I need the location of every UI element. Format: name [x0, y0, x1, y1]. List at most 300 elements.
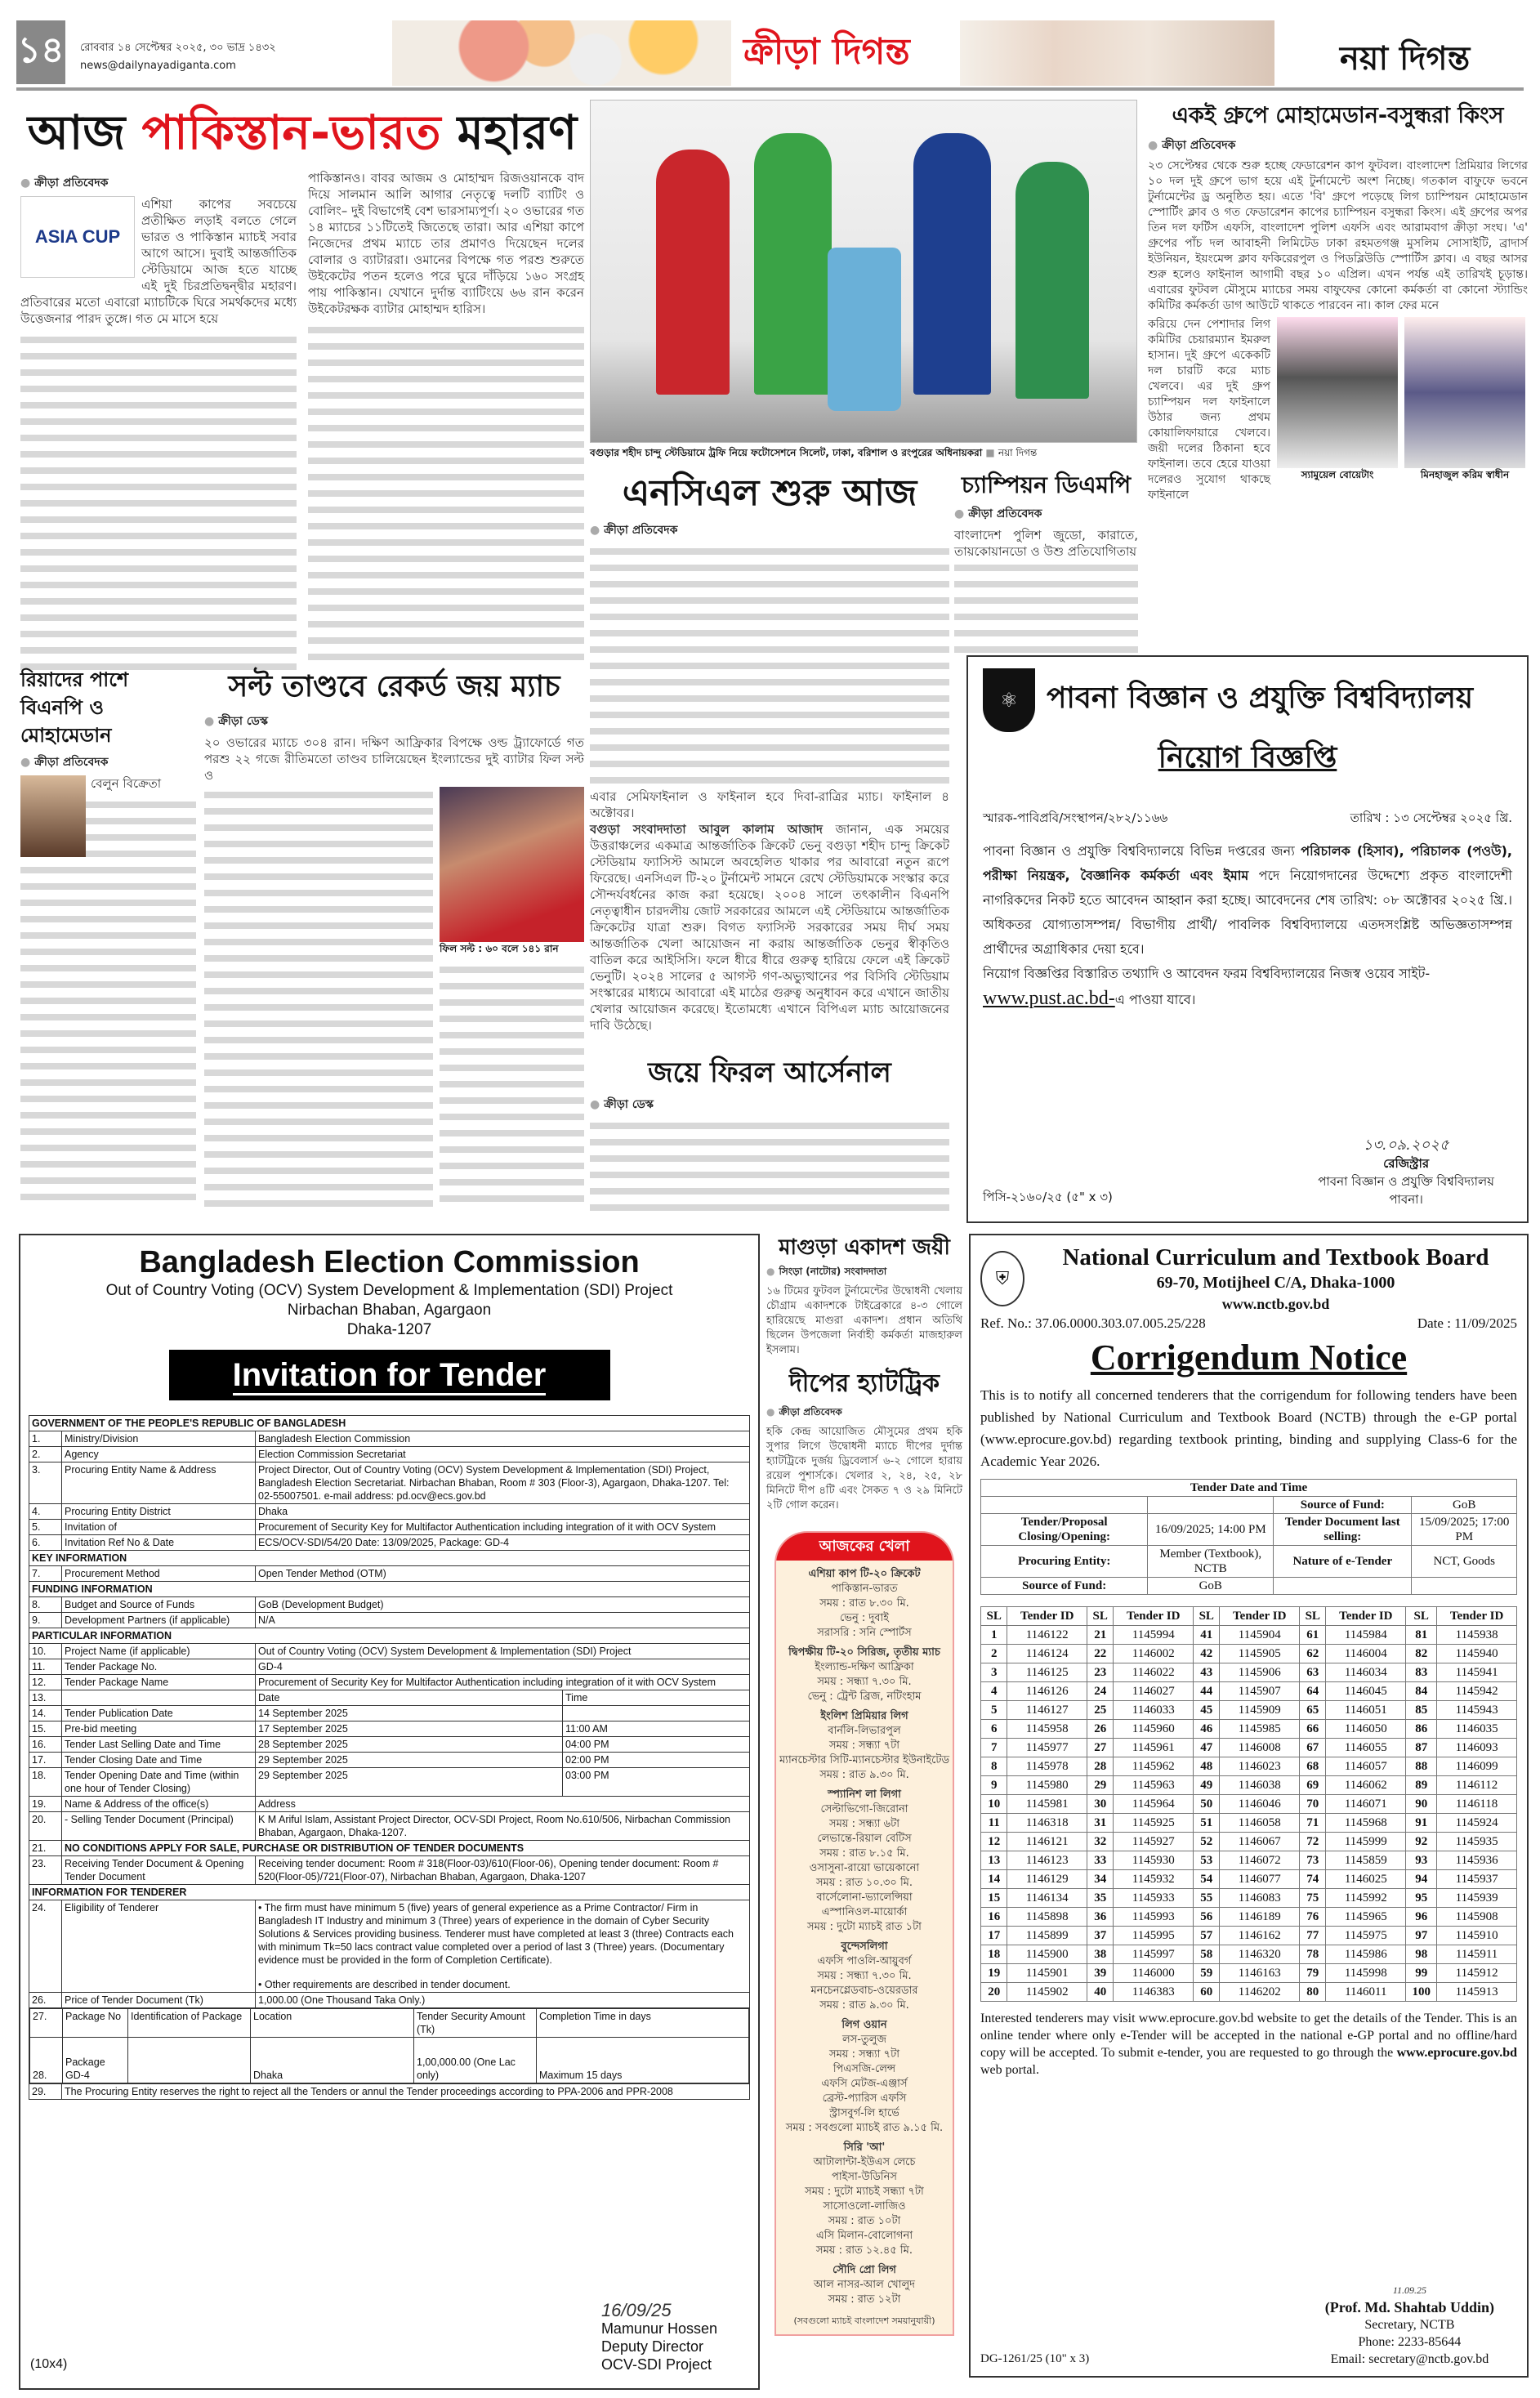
- row-label: Tender Package No.: [62, 1659, 256, 1675]
- game-category: বুন্দেসলিগা: [841, 1940, 888, 1953]
- tender-id: 1145962: [1114, 1757, 1194, 1776]
- game-detail: সময় : সন্ধ্যা ৭.৩০ মি.: [817, 1970, 912, 1982]
- tender-id: 1146383: [1114, 1983, 1194, 2002]
- table-row: [29, 1797, 750, 1812]
- player-figure: [656, 150, 730, 395]
- row-value: [256, 1535, 750, 1551]
- article-body: পাকিস্তানও। বাবর আজম ও মোহাম্মদ রিজওয়ানকে বাদ দিয়ে সালমান আলি আগার নেতৃত্বে দলটি ব্যাটিং ও বোলিং– দুই বিভাগেই বেশ ভারসাম্যপূর্ণ। ২০ ওভারের গত ১৪ ম্যাচের ১১টিতেই জিতেছে তারা। আর এশিয়া কাপে নিজেদের প্রথম ম্যাচে তার প্রমাণও দিয়েছেন দলের বোলার ও ব্যাটাররা। ওমানের বিপক্ষে গত পরশু শুরুতে উইকেটের পতন হলেও পরে ঘুরে দাঁড়িয়ে ১৬০ সংগ্রহ পায় পাকিস্তান। যেখানে দুর্দান্ত ব্যাটিংয়ে ৬৬ রান করেন উইকেটরক্ষক ব্যাটার মোহাম্মদ হারিস।: [308, 171, 584, 316]
- tender-id: 1145978: [1007, 1757, 1087, 1776]
- row-number: 20.: [29, 1812, 62, 1841]
- table-header-row: [981, 1607, 1517, 1626]
- cell: Member (Textbook), NCTB: [1148, 1546, 1274, 1578]
- table-row: [30, 2009, 749, 2038]
- game-detail: ওসাসুনা-রায়ো ভায়েকানো: [809, 1862, 920, 1874]
- value-text: Dhaka: [258, 1506, 288, 1517]
- table-row: [29, 1628, 750, 1644]
- ad-date: Date : 11/09/2025: [1417, 1315, 1517, 1331]
- tender-id: 1145981: [1007, 1795, 1087, 1814]
- serial-number: 52: [1194, 1833, 1220, 1851]
- value-text: GD-4: [258, 1661, 283, 1672]
- game-detail: সময় : সন্ধ্যা ৭টা: [829, 2048, 899, 2061]
- row-time: 03:00 PM: [563, 1768, 750, 1797]
- tender-id: 1145942: [1437, 1682, 1517, 1701]
- table-row: [981, 1682, 1517, 1701]
- cell-identification: Identification of Package: [128, 2009, 251, 2038]
- signature-block: [1325, 2282, 1494, 2368]
- game-detail: লেভান্তে-রিয়াল বেটিস: [817, 1833, 912, 1845]
- row-number: 6.: [29, 1535, 62, 1551]
- article-text-continued: [20, 332, 297, 675]
- photo-caption: মিনহাজুল করিম স্বাধীন: [1420, 469, 1510, 480]
- serial-number: 79: [1300, 1964, 1326, 1983]
- row-time: 11:00 AM: [563, 1721, 750, 1737]
- serial-number: 53: [1194, 1851, 1220, 1870]
- article-body: বেলুন বিক্রেতা: [91, 776, 162, 791]
- games-footer-note: (সবগুলো ম্যাচই বাংলাদেশ সময়ানুযায়ী): [793, 2315, 935, 2326]
- cell: NCT, Goods: [1412, 1546, 1517, 1578]
- ad-subtitle: নিয়োগ বিজ্ঞপ্তি: [1158, 741, 1337, 775]
- serial-number: 30: [1087, 1795, 1114, 1814]
- cell: GoB: [1148, 1578, 1274, 1595]
- tender-id: 1145925: [1114, 1814, 1194, 1833]
- table-row: [30, 2038, 749, 2083]
- tender-id: 1146045: [1326, 1682, 1406, 1701]
- tender-id: 1146112: [1437, 1776, 1517, 1795]
- website-link[interactable]: www.nctb.gov.bd: [1221, 1296, 1330, 1312]
- tender-id: 1146129: [1007, 1870, 1087, 1889]
- tender-id: 1145986: [1326, 1945, 1406, 1964]
- todays-games-title: আজকের খেলা: [776, 1533, 953, 1561]
- captains-trophy-photo: [590, 100, 1137, 443]
- serial-number: 31: [1087, 1814, 1114, 1833]
- tender-id: 1146058: [1220, 1814, 1300, 1833]
- row-number: 21.: [29, 1841, 62, 1856]
- serial-number: 77: [1300, 1927, 1326, 1945]
- row-label: Ministry/Division: [62, 1431, 256, 1447]
- signer-title: Deputy Director: [600, 2338, 703, 2355]
- value-text: Procurement of Security Key for Multifactor Authentication including integration of it with OCV System: [258, 1521, 716, 1533]
- serial-number: 29: [1087, 1776, 1114, 1795]
- article-headline: সল্ট তাণ্ডবে রেকর্ড জয় ম্যাচ: [228, 670, 560, 703]
- serial-number: 36: [1087, 1908, 1114, 1927]
- serial-number: 20: [981, 1983, 1007, 2002]
- table-row: [981, 1776, 1517, 1795]
- value-text: Open Tender Method (OTM): [258, 1568, 386, 1579]
- game-detail: আল নাসর-আল খোলুদ: [813, 2279, 916, 2291]
- row-value: [256, 1520, 750, 1535]
- table-row: [29, 1675, 750, 1690]
- serial-number: 71: [1300, 1814, 1326, 1833]
- column-header-tender-id: Tender ID: [1007, 1607, 1087, 1626]
- table-row: [29, 1812, 750, 1841]
- game-detail: সময় : সন্ধ্যা ৬টা: [829, 1818, 899, 1830]
- tender-id: 1145977: [1007, 1739, 1087, 1757]
- game-detail: সময় : রাত ৮.১৫ মি.: [819, 1847, 909, 1860]
- serial-number: 8: [981, 1757, 1007, 1776]
- byline: ● ক্রীড়া প্রতিবেদক: [20, 173, 297, 193]
- table-row: [29, 1582, 750, 1597]
- tender-id: 1145963: [1114, 1776, 1194, 1795]
- row-label: Budget and Source of Funds: [62, 1597, 256, 1613]
- serial-number: 72: [1300, 1833, 1326, 1851]
- tender-id: 1145904: [1220, 1626, 1300, 1645]
- tender-id: 1145997: [1114, 1945, 1194, 1964]
- tender-id: 1146027: [1114, 1682, 1194, 1701]
- table-row: [29, 1721, 750, 1737]
- serial-number: 51: [1194, 1814, 1220, 1833]
- serial-number: 7: [981, 1739, 1007, 1757]
- tender-id: 1146127: [1007, 1701, 1087, 1720]
- signer-org: পাবনা বিজ্ঞান ও প্রযুক্তি বিশ্ববিদ্যালয়: [1318, 1174, 1494, 1189]
- serial-number: 83: [1406, 1663, 1437, 1682]
- serial-number: 55: [1194, 1889, 1220, 1908]
- table-row: [29, 1753, 750, 1768]
- serial-number: 1: [981, 1626, 1007, 1645]
- signature: 16/09/25: [600, 2300, 672, 2320]
- table-row: [981, 1739, 1517, 1757]
- serial-number: 78: [1300, 1945, 1326, 1964]
- game-detail: সময় : দুটো ম্যাচই রাত ১টা: [807, 1921, 922, 1933]
- game-detail: ইংল্যান্ড-দক্ষিণ আফ্রিকা: [815, 1661, 914, 1673]
- tender-id: 1145911: [1437, 1945, 1517, 1964]
- pust-recruitment-ad: [966, 655, 1529, 1223]
- table-row: [981, 1870, 1517, 1889]
- tender-id: 1145905: [1220, 1645, 1300, 1663]
- row-label: Tender Publication Date: [62, 1706, 256, 1721]
- serial-number: 99: [1406, 1964, 1437, 1983]
- game-category: স্প্যানিশ লা লিগা: [828, 1788, 901, 1801]
- game-detail: সময় : রাত ৯.৩০ মি.: [819, 1999, 909, 2012]
- cell-completion: Maximum 15 days: [537, 2038, 749, 2083]
- tender-id: 1146023: [1220, 1757, 1300, 1776]
- tender-id: 1146189: [1220, 1908, 1300, 1927]
- cell-location: Location: [251, 2009, 414, 2038]
- signer-email[interactable]: Email: secretary@nctb.gov.bd: [1330, 2352, 1489, 2366]
- tender-id: 1145935: [1437, 1833, 1517, 1851]
- value-text: 1,000.00 (One Thousand Taka Only.): [258, 1994, 426, 2006]
- serial-number: 63: [1300, 1663, 1326, 1682]
- table-row: [981, 1795, 1517, 1814]
- ad-body: নিয়োগ বিজ্ঞপ্তির বিস্তারিত তথ্যাদি ও আবেদন ফরম বিশ্ববিদ্যালয়ের নিজস্ব ওয়েব সাইট- www.pust.ac.bd-এ পাওয়া যাবে।: [983, 966, 1431, 1009]
- table-row: [981, 1851, 1517, 1870]
- serial-number: 98: [1406, 1945, 1437, 1964]
- row-value: [256, 1675, 750, 1690]
- newspaper-logo: নয়া দিগন্ত: [1340, 40, 1471, 78]
- game-detail: সময় : রাত ৯.৩০ মি.: [819, 1769, 909, 1781]
- table-row: [29, 1659, 750, 1675]
- serial-number: 54: [1194, 1870, 1220, 1889]
- tender-id: 1146051: [1326, 1701, 1406, 1720]
- serial-number: 9: [981, 1776, 1007, 1795]
- row-value: [256, 1431, 750, 1447]
- article-text-continued: [954, 560, 1138, 658]
- row-number: 14.: [29, 1706, 62, 1721]
- ad-org: Bangladesh Election Commission: [139, 1245, 640, 1279]
- tender-id-table: [980, 1606, 1517, 2002]
- game-detail: সময় : সবগুলো ম্যাচই রাত ৯.১৫ মি.: [785, 2122, 944, 2134]
- tender-id: 1145906: [1220, 1663, 1300, 1682]
- serial-number: 57: [1194, 1927, 1220, 1945]
- byline: ● সিংড়া (নাটোর) সংবাদদাতা: [766, 1265, 962, 1281]
- row-label: Development Partners (if applicable): [62, 1613, 256, 1628]
- serial-number: 80: [1300, 1983, 1326, 2002]
- row-label: Price of Tender Document (Tk): [62, 1993, 256, 2008]
- section-title: ক্রীড়া দিগন্ত: [743, 31, 910, 73]
- section-header: KEY INFORMATION: [29, 1551, 750, 1566]
- player-figure: [1016, 162, 1089, 399]
- player-photo: [1404, 317, 1525, 468]
- column-header-tender-id: Tender ID: [1114, 1607, 1194, 1626]
- table-row: [981, 1720, 1517, 1739]
- cell-package_no: Package No: [63, 2009, 128, 2038]
- tender-id: 1145958: [1007, 1720, 1087, 1739]
- serial-number: 12: [981, 1833, 1007, 1851]
- serial-number: 41: [1194, 1626, 1220, 1645]
- game-detail: স্ট্রাসবুর্গ-লি হার্ভে: [829, 2107, 899, 2119]
- article-body: ১৬ টিমের ফুটবল টুর্নামেন্টের উদ্বোধনী খেলায় চৌগ্রাম একাদশকে টাইব্রেকারে ৪-৩ গোলে হারিয়েছে মাগুরা একাদশ। প্রধান অতিথি ছিলেন উপজেলা নির্বাহী কর্মকর্তা মাজহারুল ইসলাম।: [766, 1285, 962, 1356]
- tender-id: 1146067: [1220, 1833, 1300, 1851]
- article-headline: রিয়াদের পাশে বিএনপি ও মোহামেডান: [20, 668, 129, 747]
- column-header-sl: SL: [1087, 1607, 1114, 1626]
- tender-id: 1145924: [1437, 1814, 1517, 1833]
- cell: Tender/Proposal Closing/Opening:: [981, 1514, 1148, 1546]
- tender-id: 1145900: [1007, 1945, 1087, 1964]
- tender-id: 1145939: [1437, 1889, 1517, 1908]
- package-header-row: [29, 2008, 750, 2084]
- table-row: [981, 1757, 1517, 1776]
- signer-name: Mamunur Hossen: [600, 2320, 717, 2337]
- tender-id: 1145985: [1220, 1720, 1300, 1739]
- sports-balls-image: [392, 20, 731, 86]
- table-row: [981, 1889, 1517, 1908]
- row-value: [256, 1812, 750, 1841]
- row-label: Pre-bid meeting: [62, 1721, 256, 1737]
- ad-title: পাবনা বিজ্ঞান ও প্রযুক্তি বিশ্ববিদ্যালয়: [1047, 681, 1474, 715]
- player-figure: [913, 133, 991, 395]
- game-category: এশিয়া কাপ টি-২০ ক্রিকেট: [808, 1568, 921, 1580]
- nctb-seal-icon: ⛨: [980, 1251, 1024, 1306]
- game-detail: সাসোওলো-লাজিও: [823, 2200, 906, 2213]
- row-label: Procuring Entity Name & Address: [62, 1462, 256, 1504]
- table-row: [29, 1644, 750, 1659]
- byline: ● ক্রীড়া প্রতিবেদক: [766, 1405, 962, 1422]
- serial-number: 45: [1194, 1701, 1220, 1720]
- game-detail: এফসি মেটজ-এঞ্জার্স: [821, 2078, 908, 2090]
- serial-number: 39: [1087, 1964, 1114, 1983]
- table-row: [981, 1908, 1517, 1927]
- middle-column: [766, 1234, 962, 2336]
- value-text: K M Ariful Islam, Assistant Project Director, OCV-SDI Project, Room No.610/506, Nirbachan Commission Bhaban, Agargaon, Dhaka-1207.: [258, 1814, 730, 1838]
- serial-number: 66: [1300, 1720, 1326, 1739]
- serial-number: 22: [1087, 1645, 1114, 1663]
- game-detail: পিএসজি-লেন্স: [832, 2063, 896, 2075]
- serial-number: 88: [1406, 1757, 1437, 1776]
- signer-org: OCV-SDI Project: [600, 2356, 712, 2373]
- serial-number: 49: [1194, 1776, 1220, 1795]
- tender-id: 1146123: [1007, 1851, 1087, 1870]
- riyad-photo: [20, 775, 86, 857]
- tender-id: 1145943: [1437, 1701, 1517, 1720]
- column-header-sl: SL: [1194, 1607, 1220, 1626]
- game-detail: সরাসরি : সনি স্পোর্টস: [817, 1627, 912, 1639]
- table-row: [29, 1841, 750, 1856]
- serial-number: 43: [1194, 1663, 1220, 1682]
- row-label: Eligibility of Tenderer: [62, 1900, 256, 1993]
- federation-cup-article: [1148, 100, 1528, 651]
- phil-salt-photo: [440, 787, 584, 942]
- cell: Nature of e-Tender: [1274, 1546, 1412, 1578]
- cell: 15/09/2025; 17:00 PM: [1412, 1514, 1517, 1546]
- table-row: [29, 1856, 750, 1885]
- tender-id: 1146320: [1220, 1945, 1300, 1964]
- table-row: [981, 1927, 1517, 1945]
- serial-number: 47: [1194, 1739, 1220, 1757]
- ad-code: পিসি-২১৬০/২৫ (৫" x ৩): [983, 1190, 1113, 1204]
- table-row: [29, 1416, 750, 1431]
- serial-number: 74: [1300, 1870, 1326, 1889]
- row-number: 18.: [29, 1768, 62, 1797]
- game-category: দ্বিপক্ষীয় টি-২০ সিরিজ, তৃতীয় ম্যাচ: [788, 1646, 940, 1659]
- cell-security: Tender Security Amount (Tk): [414, 2009, 537, 2038]
- tender-id: 1145907: [1220, 1682, 1300, 1701]
- article-headline: একই গ্রুপে মোহামেডান-বসুন্ধরা কিংস: [1172, 103, 1504, 128]
- article-body: ২৩ সেপ্টেম্বর থেকে শুরু হচ্ছে ফেডারেশন কাপ ফুটবল। বাংলাদেশ প্রিমিয়ার লিগের ১০ দল দুই গ্রুপে ভাগ হয়ে এই টুর্নামেন্টে অংশ নিচ্ছে। গতকাল বাফুফে ভবনে টুর্নামেন্টের ড্র অনুষ্ঠিত হয়। এতে 'বি' গ্রুপে পড়েছে লিগ চ্যাম্পিয়ন মোহামেডান স্পোর্টিং ক্লাব ও গত ফেডারেশন কাপের চ্যাম্পিয়ন বসুন্ধরা কিংস। এই গ্রুপের অপর তিন দল ফর্টিস এফসি, বাংলাদেশ পুলিশ এফসি এবং আরামবাগ ক্রীড়া সংঘ। 'এ' গ্রুপের পাঁচ দল আবাহনী লিমিটেড ঢাকা রহমতগঞ্জ মুসলিম সোসাইটি, ব্রাদার্স ইউনিয়ন, ইয়ংমেন্স ক্লাব ফকিরেরপুল ও পিডব্লিউডি স্পোর্টিস ক্লাব। এ বছর আসর শুরু হলেও ফাইনাল আগামী বছর ১০ এপ্রিল। এখন পর্যন্ত এই তারিখই চূড়ান্ত। এবারের ফুটবল মৌসুমে ম্যাচের সময় বাফুফের কোনো কর্মকর্তা বা কোনো স্ট্যান্ডিং কমিটির কর্মকর্তা ডাগ আউটে থাকতে পারবেন না। কাল ফের মনে: [1148, 159, 1528, 312]
- tender-id: 1146202: [1220, 1983, 1300, 2002]
- game-detail: সময় : সন্ধ্যা ৭টা: [829, 1739, 899, 1752]
- table-row: [29, 1885, 750, 1900]
- value-text: ECS/OCV-SDI/54/20 Date: 13/09/2025, Package: GD-4: [258, 1537, 510, 1548]
- asia-cup-logo: ASIA CUP: [20, 196, 135, 278]
- value-text: Out of Country Voting (OCV) System Development & Implementation (SDI) Project: [258, 1646, 632, 1657]
- tender-id: 1145968: [1326, 1814, 1406, 1833]
- signature: ১৩.০৯.২০২৫: [1363, 1136, 1449, 1154]
- row-value: [256, 1462, 750, 1504]
- tender-id: 1145993: [1114, 1908, 1194, 1927]
- serial-number: 2: [981, 1645, 1007, 1663]
- row-number: 5.: [29, 1520, 62, 1535]
- tender-id: 1145961: [1114, 1739, 1194, 1757]
- ad-org: National Curriculum and Textbook Board: [1062, 1244, 1489, 1270]
- tender-id: 1146099: [1437, 1757, 1517, 1776]
- tender-id: 1145965: [1326, 1908, 1406, 1927]
- tender-id: 1145898: [1007, 1908, 1087, 1927]
- game-detail: সময় : রাত ১২টা: [828, 2293, 901, 2306]
- row-time: 04:00 PM: [563, 1737, 750, 1753]
- ad-code: DG-1261/25 (10" x 3): [980, 2352, 1090, 2365]
- article-text-continued: [440, 962, 584, 1207]
- serial-number: 48: [1194, 1757, 1220, 1776]
- row-value: [256, 1659, 750, 1675]
- section-header: GOVERNMENT OF THE PEOPLE'S REPUBLIC OF BANGLADESH: [29, 1416, 750, 1431]
- cell-package_no: Package GD-4: [63, 2038, 128, 2083]
- article-body: ২০ ওভারের ম্যাচে ৩০৪ রান। দক্ষিণ আফ্রিকার বিপক্ষে ওল্ড ট্র্যাফোর্ডে গত পরশু ২২ গজে রীতিমতো তাণ্ডব চালিয়েছেন ইংল্যান্ডের দুই ব্যাটার ফিল সল্ট ও: [204, 735, 584, 783]
- table-row: [981, 1701, 1517, 1720]
- column-header-sl: SL: [1406, 1607, 1437, 1626]
- serial-number: 23: [1087, 1663, 1114, 1682]
- article-body: বাংলাদেশ পুলিশ জুডো, কারাতে, তায়কোয়ানডো ও উশু প্রতিযোগিতায়: [954, 528, 1138, 559]
- row-number: 11.: [29, 1659, 62, 1675]
- page-number: ১৪: [16, 20, 65, 84]
- serial-number: 5: [981, 1701, 1007, 1720]
- row-label: Tender Package Name: [62, 1675, 256, 1690]
- table-row: [29, 1462, 750, 1504]
- tender-id: 1145910: [1437, 1927, 1517, 1945]
- column-header-tender-id: Tender ID: [1326, 1607, 1406, 1626]
- row-label: Name & Address of the office(s): [62, 1797, 256, 1812]
- tender-id: 1145992: [1326, 1889, 1406, 1908]
- memo-number: স্মারক-পাবিপ্রবি/সংস্থাপন/২৮২/১১৬৬: [983, 810, 1168, 825]
- arsenal-article: [590, 1054, 949, 1221]
- serial-number: 32: [1087, 1833, 1114, 1851]
- website-link[interactable]: www.pust.ac.bd-: [983, 988, 1115, 1009]
- serial-number: 4: [981, 1682, 1007, 1701]
- cell-location: Dhaka: [251, 2038, 414, 2083]
- row-number: 8.: [29, 1597, 62, 1613]
- row-number: 12.: [29, 1675, 62, 1690]
- serial-number: 13: [981, 1851, 1007, 1870]
- game-detail: সময় : সন্ধ্যা ৭.৩০ মি.: [817, 1676, 912, 1688]
- serial-number: 61: [1300, 1626, 1326, 1645]
- row-number: 16.: [29, 1737, 62, 1753]
- ec-tender-ad: [19, 1234, 760, 2390]
- row-label: Procurement Method: [62, 1566, 256, 1582]
- column-header-tender-id: Tender ID: [1220, 1607, 1300, 1626]
- contact-email[interactable]: news@dailynayadiganta.com: [80, 60, 236, 72]
- serial-number: 64: [1300, 1682, 1326, 1701]
- serial-number: 86: [1406, 1720, 1437, 1739]
- cell-no: 27.: [30, 2009, 63, 2038]
- salt-article: [204, 666, 584, 1221]
- tender-id: 1145984: [1326, 1626, 1406, 1645]
- tender-id: 1145908: [1437, 1908, 1517, 1927]
- row-number: 3.: [29, 1462, 62, 1504]
- photo-caption: স্যামুয়েল বোয়েটাং: [1301, 469, 1374, 480]
- row-label: Agency: [62, 1447, 256, 1462]
- game-detail: লস-তুলুজ: [841, 2034, 887, 2046]
- serial-number: 65: [1300, 1701, 1326, 1720]
- game-detail: সময় : রাত ১০টা: [828, 2215, 901, 2227]
- serial-number: 100: [1406, 1983, 1437, 2002]
- table-row: [29, 1597, 750, 1613]
- serial-number: 60: [1194, 1983, 1220, 2002]
- ad-title: Corrigendum Notice: [1090, 1337, 1408, 1378]
- value-text: Procurement of Security Key for Multifactor Authentication including integration of it with OCV System: [258, 1677, 716, 1688]
- serial-number: 62: [1300, 1645, 1326, 1663]
- row-label: Tender Last Selling Date and Time: [62, 1737, 256, 1753]
- serial-number: 97: [1406, 1927, 1437, 1945]
- game-detail: সময় : দুটো ম্যাচই সন্ধ্যা ৭টা: [805, 2186, 924, 2198]
- serial-number: 11: [981, 1814, 1007, 1833]
- section-header: FUNDING INFORMATION: [29, 1582, 750, 1597]
- table-row: [29, 2084, 750, 2100]
- tender-id: 1145901: [1007, 1964, 1087, 1983]
- serial-number: 25: [1087, 1701, 1114, 1720]
- serial-number: 84: [1406, 1682, 1437, 1701]
- article-text-continued: [204, 787, 433, 1212]
- nctb-corrigendum-ad: [969, 1234, 1529, 2378]
- cell: 16/09/2025; 14:00 PM: [1148, 1514, 1274, 1546]
- serial-number: 73: [1300, 1851, 1326, 1870]
- table-row: [29, 1900, 750, 1993]
- tender-id: 1146050: [1326, 1720, 1406, 1739]
- row-date: 17 September 2025: [256, 1721, 563, 1737]
- serial-number: 33: [1087, 1851, 1114, 1870]
- tender-id: 1146072: [1220, 1851, 1300, 1870]
- row-value: [256, 1447, 750, 1462]
- serial-number: 19: [981, 1964, 1007, 1983]
- article-text: [590, 1118, 949, 1216]
- row-date: 29 September 2025: [256, 1768, 563, 1797]
